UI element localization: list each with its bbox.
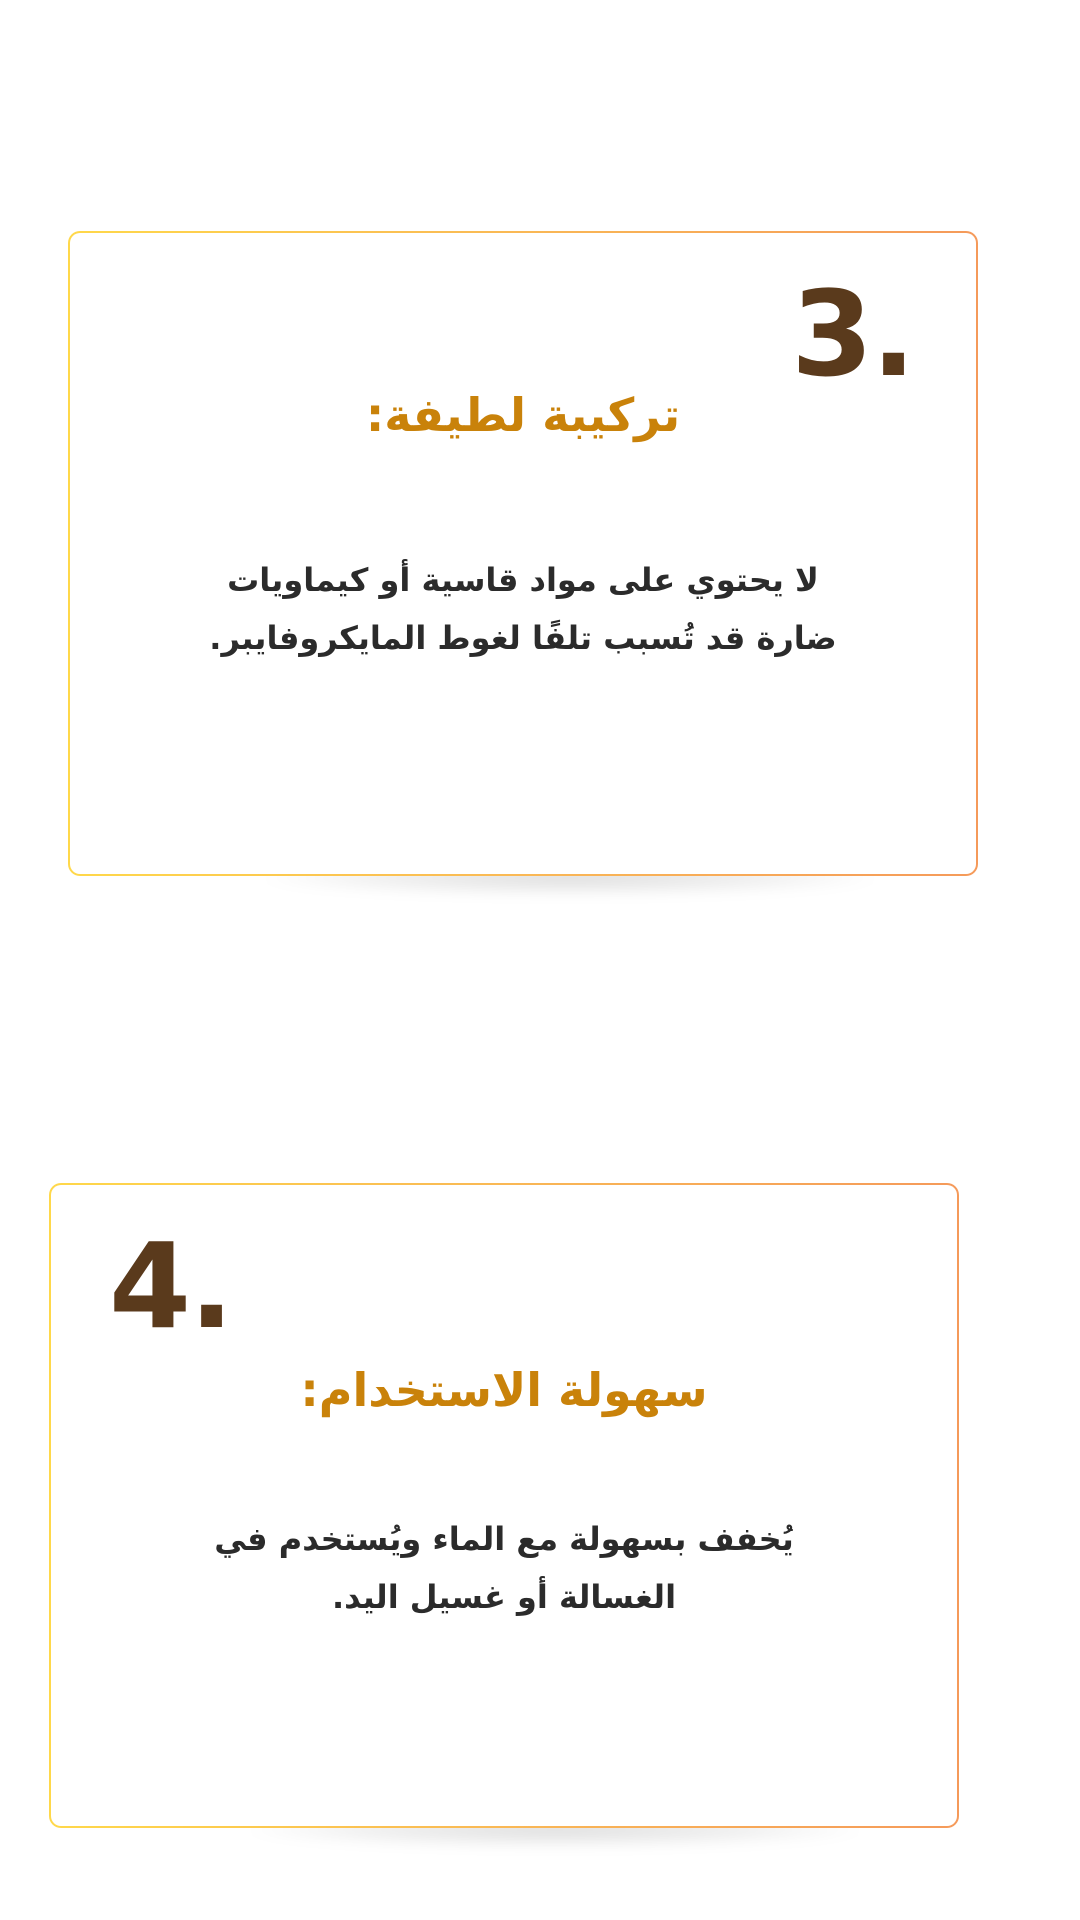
feature-card-4	[49, 1183, 959, 1828]
description-line: لا يحتوي على مواد قاسية أو كيماويات	[227, 561, 819, 599]
card-body	[70, 233, 976, 874]
description-line: ضارة قد تُسبب تلفًا لغوط المايكروفايبر.	[209, 619, 837, 657]
description-line: الغسالة أو غسيل اليد.	[331, 1578, 677, 1616]
feature-card-3	[68, 231, 978, 876]
feature-description	[160, 551, 886, 667]
feature-number: 4.	[109, 1217, 232, 1355]
card-body	[51, 1185, 957, 1826]
feature-number: 3.	[791, 265, 914, 403]
feature-title: تركيبة لطيفة:	[365, 388, 681, 442]
feature-title: سهولة الاستخدام:	[300, 1363, 708, 1417]
description-line: يُخفف بسهولة مع الماء ويُستخدم في	[214, 1520, 794, 1558]
feature-description	[141, 1510, 867, 1626]
